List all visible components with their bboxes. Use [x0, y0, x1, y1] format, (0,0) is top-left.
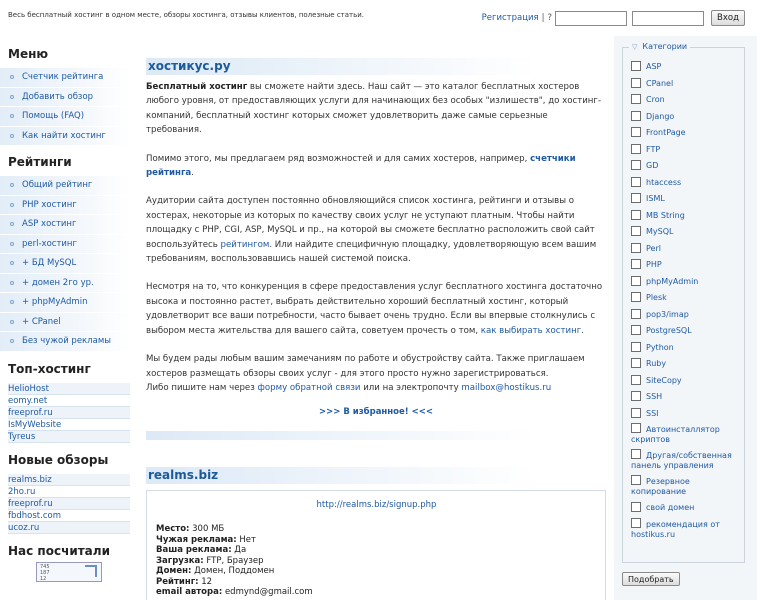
arrow-icon — [85, 565, 97, 577]
category-checkbox[interactable] — [631, 193, 641, 203]
category-option[interactable] — [631, 145, 744, 162]
category-option[interactable] — [631, 359, 744, 376]
category-option[interactable] — [631, 293, 744, 310]
triangle-down-icon: ▽ — [632, 42, 638, 51]
category-checkbox[interactable] — [631, 309, 641, 319]
category-label: свой домен — [646, 503, 695, 512]
ratings-link[interactable]: PHP хостинг — [22, 199, 77, 210]
bullet-icon — [10, 242, 14, 246]
category-option[interactable] — [631, 112, 744, 129]
bullet-icon — [10, 114, 14, 118]
menu-link[interactable]: Помощь (FAQ) — [22, 111, 85, 122]
new-reviews-list — [8, 474, 130, 534]
category-label: Автоинсталлятор скриптов — [631, 425, 720, 444]
category-label: CPanel — [646, 78, 674, 88]
review-field — [156, 556, 597, 567]
rating-counter-link[interactable]: счетчики рейтинга — [146, 153, 576, 179]
category-checkbox[interactable] — [631, 449, 641, 459]
category-checkbox[interactable] — [631, 358, 641, 368]
ratings-item[interactable] — [0, 215, 131, 235]
category-label: htaccess — [646, 177, 682, 187]
category-label: phpMyAdmin — [646, 276, 699, 286]
category-label: SSH — [646, 392, 663, 401]
category-option[interactable] — [631, 260, 744, 277]
reviews-link[interactable]: freeprof.ru — [8, 498, 53, 509]
separator: | — [541, 13, 545, 23]
counter-numbers: 745 187 12 — [40, 563, 50, 582]
ratings-item[interactable] — [0, 176, 131, 196]
category-option[interactable] — [631, 409, 744, 426]
rating-link[interactable]: рейтингом — [220, 239, 270, 250]
bullet-icon — [10, 281, 14, 285]
category-list — [631, 62, 744, 546]
category-option[interactable] — [631, 310, 744, 327]
site-tagline: Весь бесплатный хостинг в одном месте, обзоры хостинга, отзывы клиентов, полезные статьи. — [8, 11, 365, 19]
category-checkbox[interactable] — [631, 391, 641, 401]
category-option[interactable] — [631, 520, 744, 546]
field-label: email автора: — [156, 587, 223, 598]
category-label: Python — [646, 342, 674, 352]
reviews-link[interactable]: fbdhost.com — [8, 510, 61, 521]
field-label: Чужая реклама: — [156, 534, 237, 545]
category-label: ISML — [646, 194, 665, 203]
ratings-link[interactable]: Без чужой рекламы — [22, 336, 111, 347]
bullet-icon — [10, 300, 14, 304]
review-field — [156, 577, 597, 588]
category-checkbox[interactable] — [631, 61, 641, 71]
ratings-link[interactable]: ASP хостинг — [22, 219, 77, 230]
bullet-icon — [10, 183, 14, 187]
field-value: Да — [231, 545, 247, 556]
help-link[interactable]: ? — [547, 13, 553, 23]
category-label: pop3/imap — [646, 309, 689, 319]
login-button[interactable]: Вход — [711, 10, 745, 26]
review-box — [146, 490, 606, 600]
category-checkbox[interactable] — [631, 518, 641, 528]
category-option[interactable] — [631, 128, 744, 145]
menu-item[interactable] — [0, 88, 131, 108]
category-checkbox[interactable] — [631, 423, 641, 433]
top-link[interactable]: IsMyWebsite — [8, 419, 62, 430]
bullet-icon — [10, 203, 14, 207]
top-link[interactable]: HelioHost — [8, 383, 49, 394]
category-label: FTP — [646, 144, 661, 154]
paragraph-3 — [146, 194, 606, 266]
login-bar — [482, 10, 745, 26]
categories-legend[interactable] — [629, 42, 690, 51]
category-option[interactable] — [631, 161, 744, 178]
category-option[interactable] — [631, 178, 744, 195]
category-checkbox[interactable] — [631, 475, 641, 485]
category-checkbox[interactable] — [631, 259, 641, 269]
reviews-item — [8, 510, 130, 522]
categories-filter — [622, 42, 745, 563]
field-label: Место: — [156, 524, 190, 535]
menu-item[interactable] — [0, 68, 131, 88]
p3-end: . Или найдите специфичную площадку, удовлетворяющую всем вашим требованиям, воспользовавшись нашей системой поиска. — [146, 239, 597, 265]
category-option[interactable] — [631, 277, 744, 294]
ratings-item[interactable] — [0, 235, 131, 255]
category-option[interactable] — [631, 79, 744, 96]
field-label: Домен: — [156, 566, 192, 577]
review-details — [156, 524, 597, 598]
field-label: Ваша реклама: — [156, 545, 232, 556]
top-link[interactable]: eomy.net — [8, 395, 48, 406]
p2-text: Помимо этого, мы предлагаем ряд возможностей и для самих хостеров, например, — [146, 153, 531, 164]
category-checkbox[interactable] — [631, 144, 641, 154]
ratings-item[interactable] — [0, 254, 131, 274]
intro-paragraph — [146, 80, 606, 138]
category-label: SiteCopy — [646, 375, 682, 385]
ratings-link[interactable]: + CPanel — [22, 316, 61, 327]
review-url-link[interactable]: http://realms.biz/signup.php — [316, 500, 437, 511]
field-value: 300 МБ — [189, 524, 225, 535]
menu-item[interactable] — [0, 107, 131, 127]
intro-text: вы сможете найти здесь. Наш сайт — это каталог бесплатных хостеров любого уровня, от предоставляющих услуги для начинающих без особых "излишеств", до хостинг-компаний, бесплатный хостинг которых сможет удовлетворить даже самые серьезные требования. — [146, 82, 602, 136]
bullet-icon — [10, 134, 14, 138]
paragraph-5 — [146, 352, 606, 395]
ratings-item[interactable] — [0, 274, 131, 294]
ratings-item[interactable] — [0, 196, 131, 216]
category-option[interactable] — [631, 227, 744, 244]
paragraph-2 — [146, 152, 606, 181]
ratings-item[interactable] — [0, 332, 131, 352]
category-label: ASP — [646, 62, 662, 71]
reviews-link[interactable]: ucoz.ru — [8, 522, 40, 533]
category-label: PHP — [646, 260, 662, 269]
review-field — [156, 535, 597, 546]
top-item — [8, 407, 130, 419]
category-checkbox[interactable] — [631, 94, 641, 104]
find-button[interactable]: Подобрать — [622, 572, 680, 586]
category-checkbox[interactable] — [631, 292, 641, 302]
field-value: Домен, Поддомен — [191, 566, 275, 577]
category-label: GD — [646, 161, 659, 170]
bullet-icon — [10, 95, 14, 99]
bullet-icon — [10, 75, 14, 79]
review-field — [156, 587, 597, 598]
top-link[interactable]: freeprof.ru — [8, 407, 53, 418]
menu-heading: Меню — [8, 47, 49, 61]
menu-list — [0, 68, 131, 146]
menu-link[interactable]: Как найти хостинг — [22, 130, 106, 141]
field-label: Рейтинг: — [156, 576, 199, 587]
top-item — [8, 419, 130, 431]
bullet-icon — [10, 222, 14, 226]
category-option[interactable] — [631, 503, 744, 520]
category-checkbox[interactable] — [631, 502, 641, 512]
password-input[interactable] — [632, 11, 704, 26]
category-option[interactable] — [631, 244, 744, 261]
category-option[interactable] — [631, 392, 744, 409]
menu-link[interactable]: Добавить обзор — [22, 91, 94, 102]
category-checkbox[interactable] — [631, 210, 641, 220]
category-label: Perl — [646, 243, 661, 253]
new-reviews-heading: Новые обзоры — [8, 452, 109, 467]
ratings-heading: Рейтинги — [8, 155, 72, 169]
reviews-item — [8, 522, 130, 534]
category-checkbox[interactable] — [631, 177, 641, 187]
category-label: Резервное копирование — [631, 477, 690, 496]
category-label: Другая/собственная панель управления — [631, 451, 732, 470]
category-checkbox[interactable] — [631, 226, 641, 236]
login-input[interactable] — [555, 11, 627, 26]
top-item — [8, 431, 130, 443]
category-checkbox[interactable] — [631, 243, 641, 253]
ratings-link[interactable]: + домен 2го ур. — [22, 277, 94, 288]
paragraph-4 — [146, 280, 606, 338]
reviews-item — [8, 486, 130, 498]
top-item — [8, 383, 130, 395]
category-option[interactable] — [631, 477, 744, 503]
category-label: SSI — [646, 408, 659, 418]
ratings-item[interactable] — [0, 293, 131, 313]
visit-counter[interactable] — [36, 562, 102, 582]
p3-text: Аудитории сайта доступен постоянно обновляющийся список хостинга, рейтинги и отзывы о хостерах, некоторые из которых по качеству своих услуг не уступают платным. Чтобы найти площадку с PHP, CGI, ASP, MySQL и пр., на которой вы сможете бесплатно расположить свой сайт воспользуйтесь — [146, 196, 595, 250]
page-title: хостикус.ру — [146, 58, 606, 75]
reviews-item — [8, 498, 130, 510]
counted-heading: Нас посчитали — [8, 543, 110, 558]
categories-title: Категории — [642, 42, 688, 51]
section-divider — [146, 431, 606, 440]
ratings-link[interactable]: + БД MySQL — [22, 258, 77, 269]
bullet-icon — [10, 339, 14, 343]
category-option[interactable] — [631, 211, 744, 228]
field-value: Нет — [236, 534, 256, 545]
category-label: Ruby — [646, 359, 667, 368]
review-field — [156, 524, 597, 535]
category-checkbox[interactable] — [631, 127, 641, 137]
category-label: MySQL — [646, 227, 674, 236]
top-hosting-list — [8, 383, 130, 443]
p4-end: . — [581, 325, 584, 336]
category-checkbox[interactable] — [631, 111, 641, 121]
p2-end: . — [191, 168, 194, 179]
register-link[interactable]: Регистрация — [481, 13, 539, 23]
p5-text: Мы будем рады любым вашим замечаниям по работе и обустройству сайта. Также приглашаем хостеров размещать обзоры своих услуг - для этого просто нужно зарегистрироваться. — [146, 354, 585, 379]
category-checkbox[interactable] — [631, 78, 641, 88]
ratings-link[interactable]: + phpMyAdmin — [22, 297, 88, 308]
top-link[interactable]: Tyreus — [8, 431, 36, 442]
top-hosting-heading: Топ-хостинг — [8, 361, 91, 376]
category-checkbox[interactable] — [631, 160, 641, 170]
left-sidebar — [0, 40, 131, 582]
intro-bold: Бесплатный хостинг — [146, 82, 248, 92]
category-option[interactable] — [631, 451, 744, 477]
category-option[interactable] — [631, 95, 744, 112]
reviews-link[interactable]: realms.biz — [8, 474, 52, 485]
category-checkbox[interactable] — [631, 325, 641, 335]
ratings-list — [0, 176, 131, 352]
review-title: realms.biz — [146, 467, 606, 484]
category-label: Cron — [646, 95, 665, 104]
category-checkbox[interactable] — [631, 342, 641, 352]
category-label: Django — [646, 111, 675, 121]
category-option[interactable] — [631, 376, 744, 393]
feedback-form-link[interactable]: форму обратной связи — [257, 382, 361, 393]
review-field — [156, 545, 597, 556]
p5-mid: или на электропочту — [360, 382, 462, 393]
field-value: edmynd@gmail.com — [222, 587, 313, 598]
ratings-item[interactable] — [0, 313, 131, 333]
category-label: Plesk — [646, 293, 667, 302]
bullet-icon — [10, 320, 14, 324]
field-value: 12 — [198, 576, 213, 587]
p5-text-b: Либо пишите нам через — [146, 382, 258, 393]
category-option[interactable] — [631, 425, 744, 451]
category-label: PostgreSQL — [646, 326, 692, 335]
category-checkbox[interactable] — [631, 375, 641, 385]
ratings-link[interactable]: perl-хостинг — [22, 238, 77, 249]
menu-item[interactable] — [0, 127, 131, 147]
how-to-choose-link[interactable]: как выбирать хостинг — [480, 325, 582, 336]
add-to-favorites-link[interactable]: >>> В избранное! <<< — [319, 407, 433, 418]
p4-text: Несмотря на то, что конкуренция в сфере предоставления услуг бесплатного хостинга достаточно высока и постоянно растет, выбрать действительно хороший бесплатный хостинг, который удовлетворит все ваши потребности, часто бывает очень трудно. Если вы впервые столкнулись с выбором места жительства для вашего сайта, советуем прочесть о том, — [146, 282, 603, 336]
right-sidebar — [614, 36, 757, 600]
category-option[interactable] — [631, 62, 744, 79]
category-option[interactable] — [631, 326, 744, 343]
ratings-link[interactable]: Общий рейтинг — [22, 180, 93, 191]
category-option[interactable] — [631, 343, 744, 360]
menu-link[interactable]: Счетчик рейтинга — [22, 72, 104, 83]
category-label: MB String — [646, 210, 685, 220]
field-label: Загрузка: — [156, 555, 204, 566]
category-option[interactable] — [631, 194, 744, 211]
top-item — [8, 395, 130, 407]
category-checkbox[interactable] — [631, 408, 641, 418]
review-field — [156, 566, 597, 577]
main-content — [146, 58, 606, 600]
bullet-icon — [10, 261, 14, 265]
reviews-link[interactable]: 2ho.ru — [8, 486, 36, 497]
category-label: FrontPage — [646, 128, 686, 137]
category-checkbox[interactable] — [631, 276, 641, 286]
reviews-item — [8, 474, 130, 486]
email-link[interactable]: mailbox@hostikus.ru — [461, 382, 552, 393]
field-value: FTP, Браузер — [203, 555, 264, 566]
category-label: рекомендация от hostikus.ru — [631, 519, 720, 539]
